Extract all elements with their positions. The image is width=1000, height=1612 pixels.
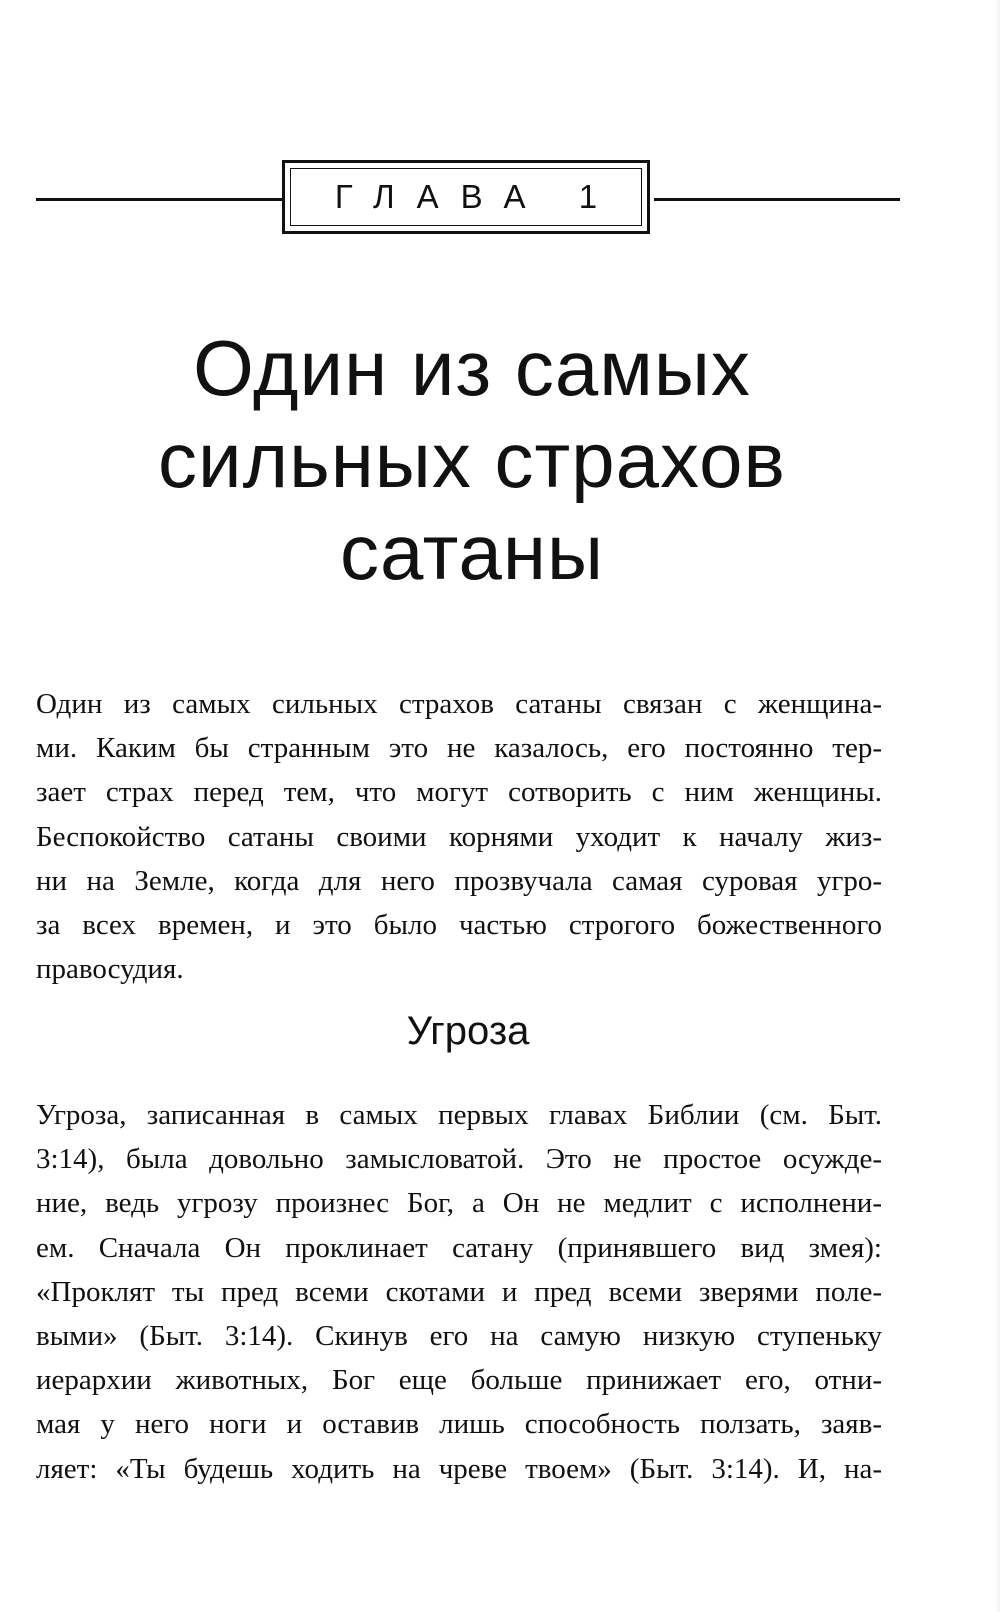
text-line: ние, ведь угрозу произнес Бог, а Он не медлит с исполнени- [36,1187,882,1220]
text-line: ми. Каким бы странным это не казалось, его постоянно тер- [36,732,882,765]
page-edge-shadow [994,0,1000,1612]
chapter-title-line: сатаны [339,508,605,596]
section-heading: Угроза [406,1009,530,1053]
chapter-title [40,322,904,598]
text-line: иерархии животных, Бог еще больше принижает его, отни- [36,1364,882,1397]
text-line: Угроза, записанная в самых первых главах Библии (см. Быт. [36,1099,882,1131]
text-line: зает страх перед тем, что могут сотворить с ним женщины. [36,776,882,809]
threat-paragraph [36,1093,882,1491]
text-line: ни на Земле, когда для него прозвучала самая суровая угро- [36,864,882,897]
text-line: мая у него ноги и оставив лишь способность ползать, заяв- [36,1408,882,1441]
text-line: за всех времен, и это было частью строгого божественного [36,909,882,942]
text-line: ем. Сначала Он проклинает сатану (принявшего вид змея): [36,1231,882,1264]
text-line: правосудия. [36,953,184,986]
text-line: выми» (Быт. 3:14). Скинув его на самую низкую ступеньку [36,1320,882,1353]
chapter-label: ГЛАВА 1 [290,168,642,226]
header-rule-right [654,198,900,201]
chapter-title-line: Один из самых [193,324,751,412]
text-line: 3:14), была довольно замысловатой. Это не простое осужде- [36,1143,882,1176]
intro-paragraph [36,682,882,991]
text-line: Беспокойство сатаны своими корнями уходит к началу жиз- [36,820,882,853]
chapter-title-line: сильных страхов [158,416,786,504]
text-line: «Проклят ты пред всеми скотами и пред всеми зверями поле- [36,1275,882,1308]
text-line: ляет: «Ты будешь ходить на чреве твоем» (Быт. 3:14). И, на- [36,1452,882,1485]
chapter-header [36,160,900,240]
text-line: Один из самых сильных страхов сатаны связан с женщина- [36,688,882,720]
chapter-label-frame [282,160,650,234]
header-rule-left [36,198,282,201]
